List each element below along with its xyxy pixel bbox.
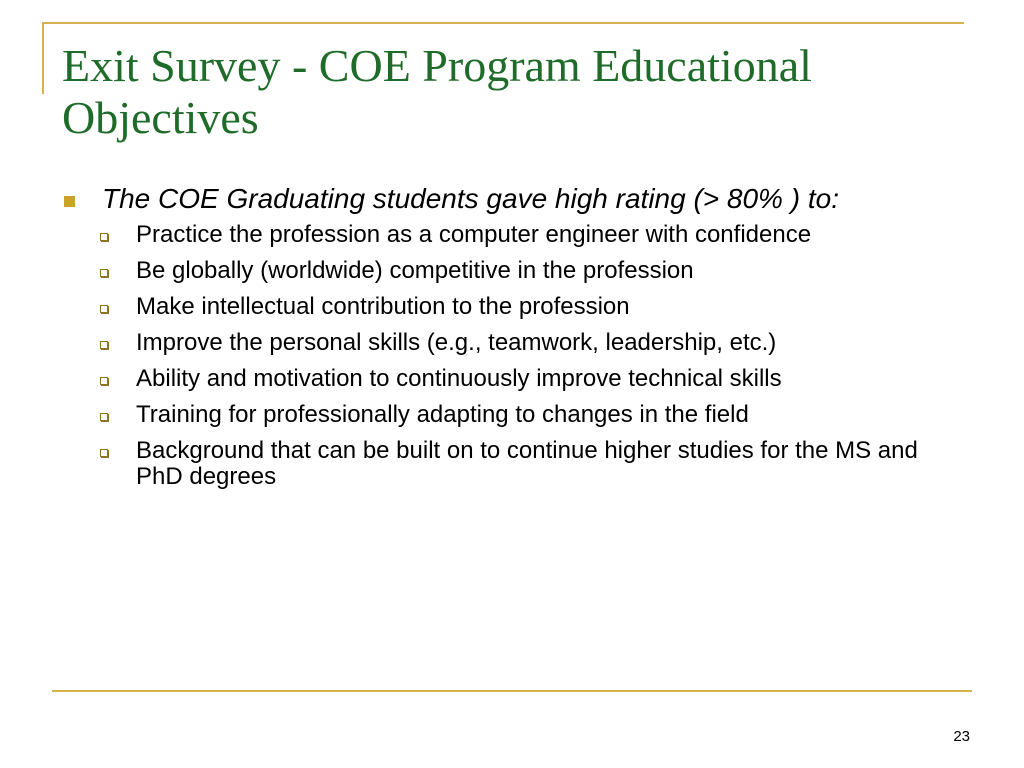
bottom-divider-line [52,690,972,692]
slide-title: Exit Survey - COE Program Educational Objectives [62,40,812,143]
list-item [62,438,952,490]
list-item [62,258,952,284]
checkbox-square-icon [100,305,108,313]
list-item-text: Background that can be built on to continue higher studies for the MS and PhD degrees [136,437,918,490]
list-item-text: Practice the profession as a computer engineer with confidence [136,221,812,248]
left-accent-line [42,22,44,94]
list-item [62,366,952,392]
list-item [62,330,952,356]
list-item-text: Make intellectual contribution to the profession [136,293,630,320]
main-bullet-item [62,184,952,214]
list-item [62,402,952,428]
checkbox-square-icon [100,269,108,277]
slide-content [62,184,952,500]
checkbox-square-icon [100,341,108,349]
list-item-text: Improve the personal skills (e.g., teamwork, leadership, etc.) [136,329,777,356]
list-item-text: Be globally (worldwide) competitive in the profession [136,257,694,284]
square-bullet-icon [64,196,75,207]
checkbox-square-icon [100,233,108,241]
list-item [62,294,952,320]
list-item-text: Ability and motivation to continuously improve technical skills [136,365,782,392]
objectives-list [62,222,952,490]
checkbox-square-icon [100,413,108,421]
list-item-text: Training for professionally adapting to changes in the field [136,401,749,428]
list-item [62,222,952,248]
checkbox-square-icon [100,449,108,457]
checkbox-square-icon [100,377,108,385]
main-bullet-text: The COE Graduating students gave high rating (> 80% ) to: [102,183,839,214]
page-number: 23 [953,728,970,745]
top-divider-line [42,22,964,24]
